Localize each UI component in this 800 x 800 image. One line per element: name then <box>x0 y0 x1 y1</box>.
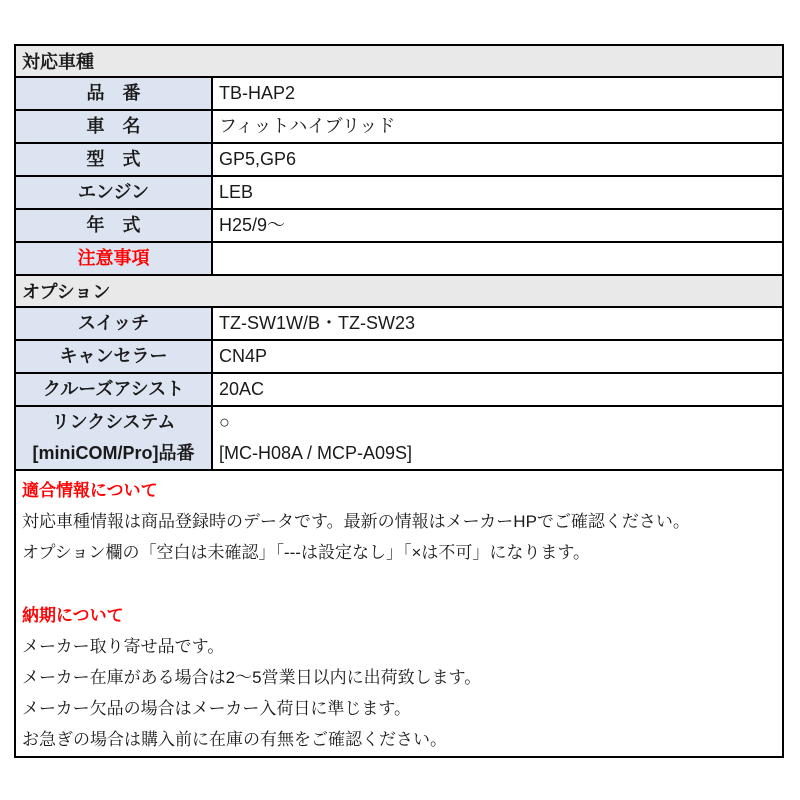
table-row-part-number <box>16 78 782 111</box>
fit-info-heading: 適合情報について <box>22 481 158 500</box>
fit-info-line: オプション欄の「空白は未確認」「---は設定なし」「×は不可」になります。 <box>22 543 591 562</box>
section-spacer <box>22 568 774 600</box>
row-value-merged <box>213 407 782 469</box>
row-label: スイッチ <box>16 308 213 339</box>
row-value: H25/9～ <box>213 210 782 241</box>
spec-sheet <box>14 44 784 758</box>
section-header-options: オプション <box>16 276 782 308</box>
table-row-vehicle-name <box>16 111 782 144</box>
delivery-heading: 納期について <box>22 606 124 625</box>
delivery-line: メーカー在庫がある場合は2～5営業日以内に出荷致します。 <box>22 668 482 687</box>
row-label: 車 名 <box>16 111 213 142</box>
row-value <box>213 243 782 274</box>
table-row-link-system-minicom <box>16 407 782 469</box>
delivery-line: メーカー欠品の場合はメーカー入荷日に準じます。 <box>22 699 411 718</box>
row-value: LEB <box>213 177 782 208</box>
spec-table <box>14 44 784 471</box>
row-label: エンジン <box>16 177 213 208</box>
row-label: クルーズアシスト <box>16 374 213 405</box>
table-row-canceller <box>16 341 782 374</box>
table-row-engine <box>16 177 782 210</box>
row-label: 型 式 <box>16 144 213 175</box>
table-row-model-year <box>16 210 782 243</box>
value-minicom-part-number: [MC-H08A / MCP-A09S] <box>219 443 413 463</box>
fit-info-line: 対応車種情報は商品登録時のデータです。最新の情報はメーカーHPでご確認ください。 <box>22 512 690 531</box>
row-label: キャンセラー <box>16 341 213 372</box>
row-value: GP5,GP6 <box>213 144 782 175</box>
row-label-merged <box>16 407 213 469</box>
table-row-cautions <box>16 243 782 276</box>
row-label: 年 式 <box>16 210 213 241</box>
delivery-line: お急ぎの場合は購入前に在庫の有無をご確認ください。 <box>22 730 447 749</box>
label-link-system: リンクシステム <box>51 412 176 432</box>
row-value: CN4P <box>213 341 782 372</box>
row-value: 20AC <box>213 374 782 405</box>
info-box <box>14 471 784 758</box>
value-link-system: ○ <box>219 412 230 432</box>
section-header-vehicle: 対応車種 <box>16 46 782 78</box>
row-label: 品 番 <box>16 78 213 109</box>
delivery-line: メーカー取り寄せ品です。 <box>22 637 225 656</box>
row-label-cautions: 注意事項 <box>16 243 213 274</box>
row-value: TZ-SW1W/B・TZ-SW23 <box>213 308 782 339</box>
table-row-model-code <box>16 144 782 177</box>
table-row-switch <box>16 308 782 341</box>
row-value: フィットハイブリッド <box>213 111 782 142</box>
table-row-cruise-assist <box>16 374 782 407</box>
label-minicom-part-number: [miniCOM/Pro]品番 <box>32 443 195 463</box>
row-value: TB-HAP2 <box>213 78 782 109</box>
